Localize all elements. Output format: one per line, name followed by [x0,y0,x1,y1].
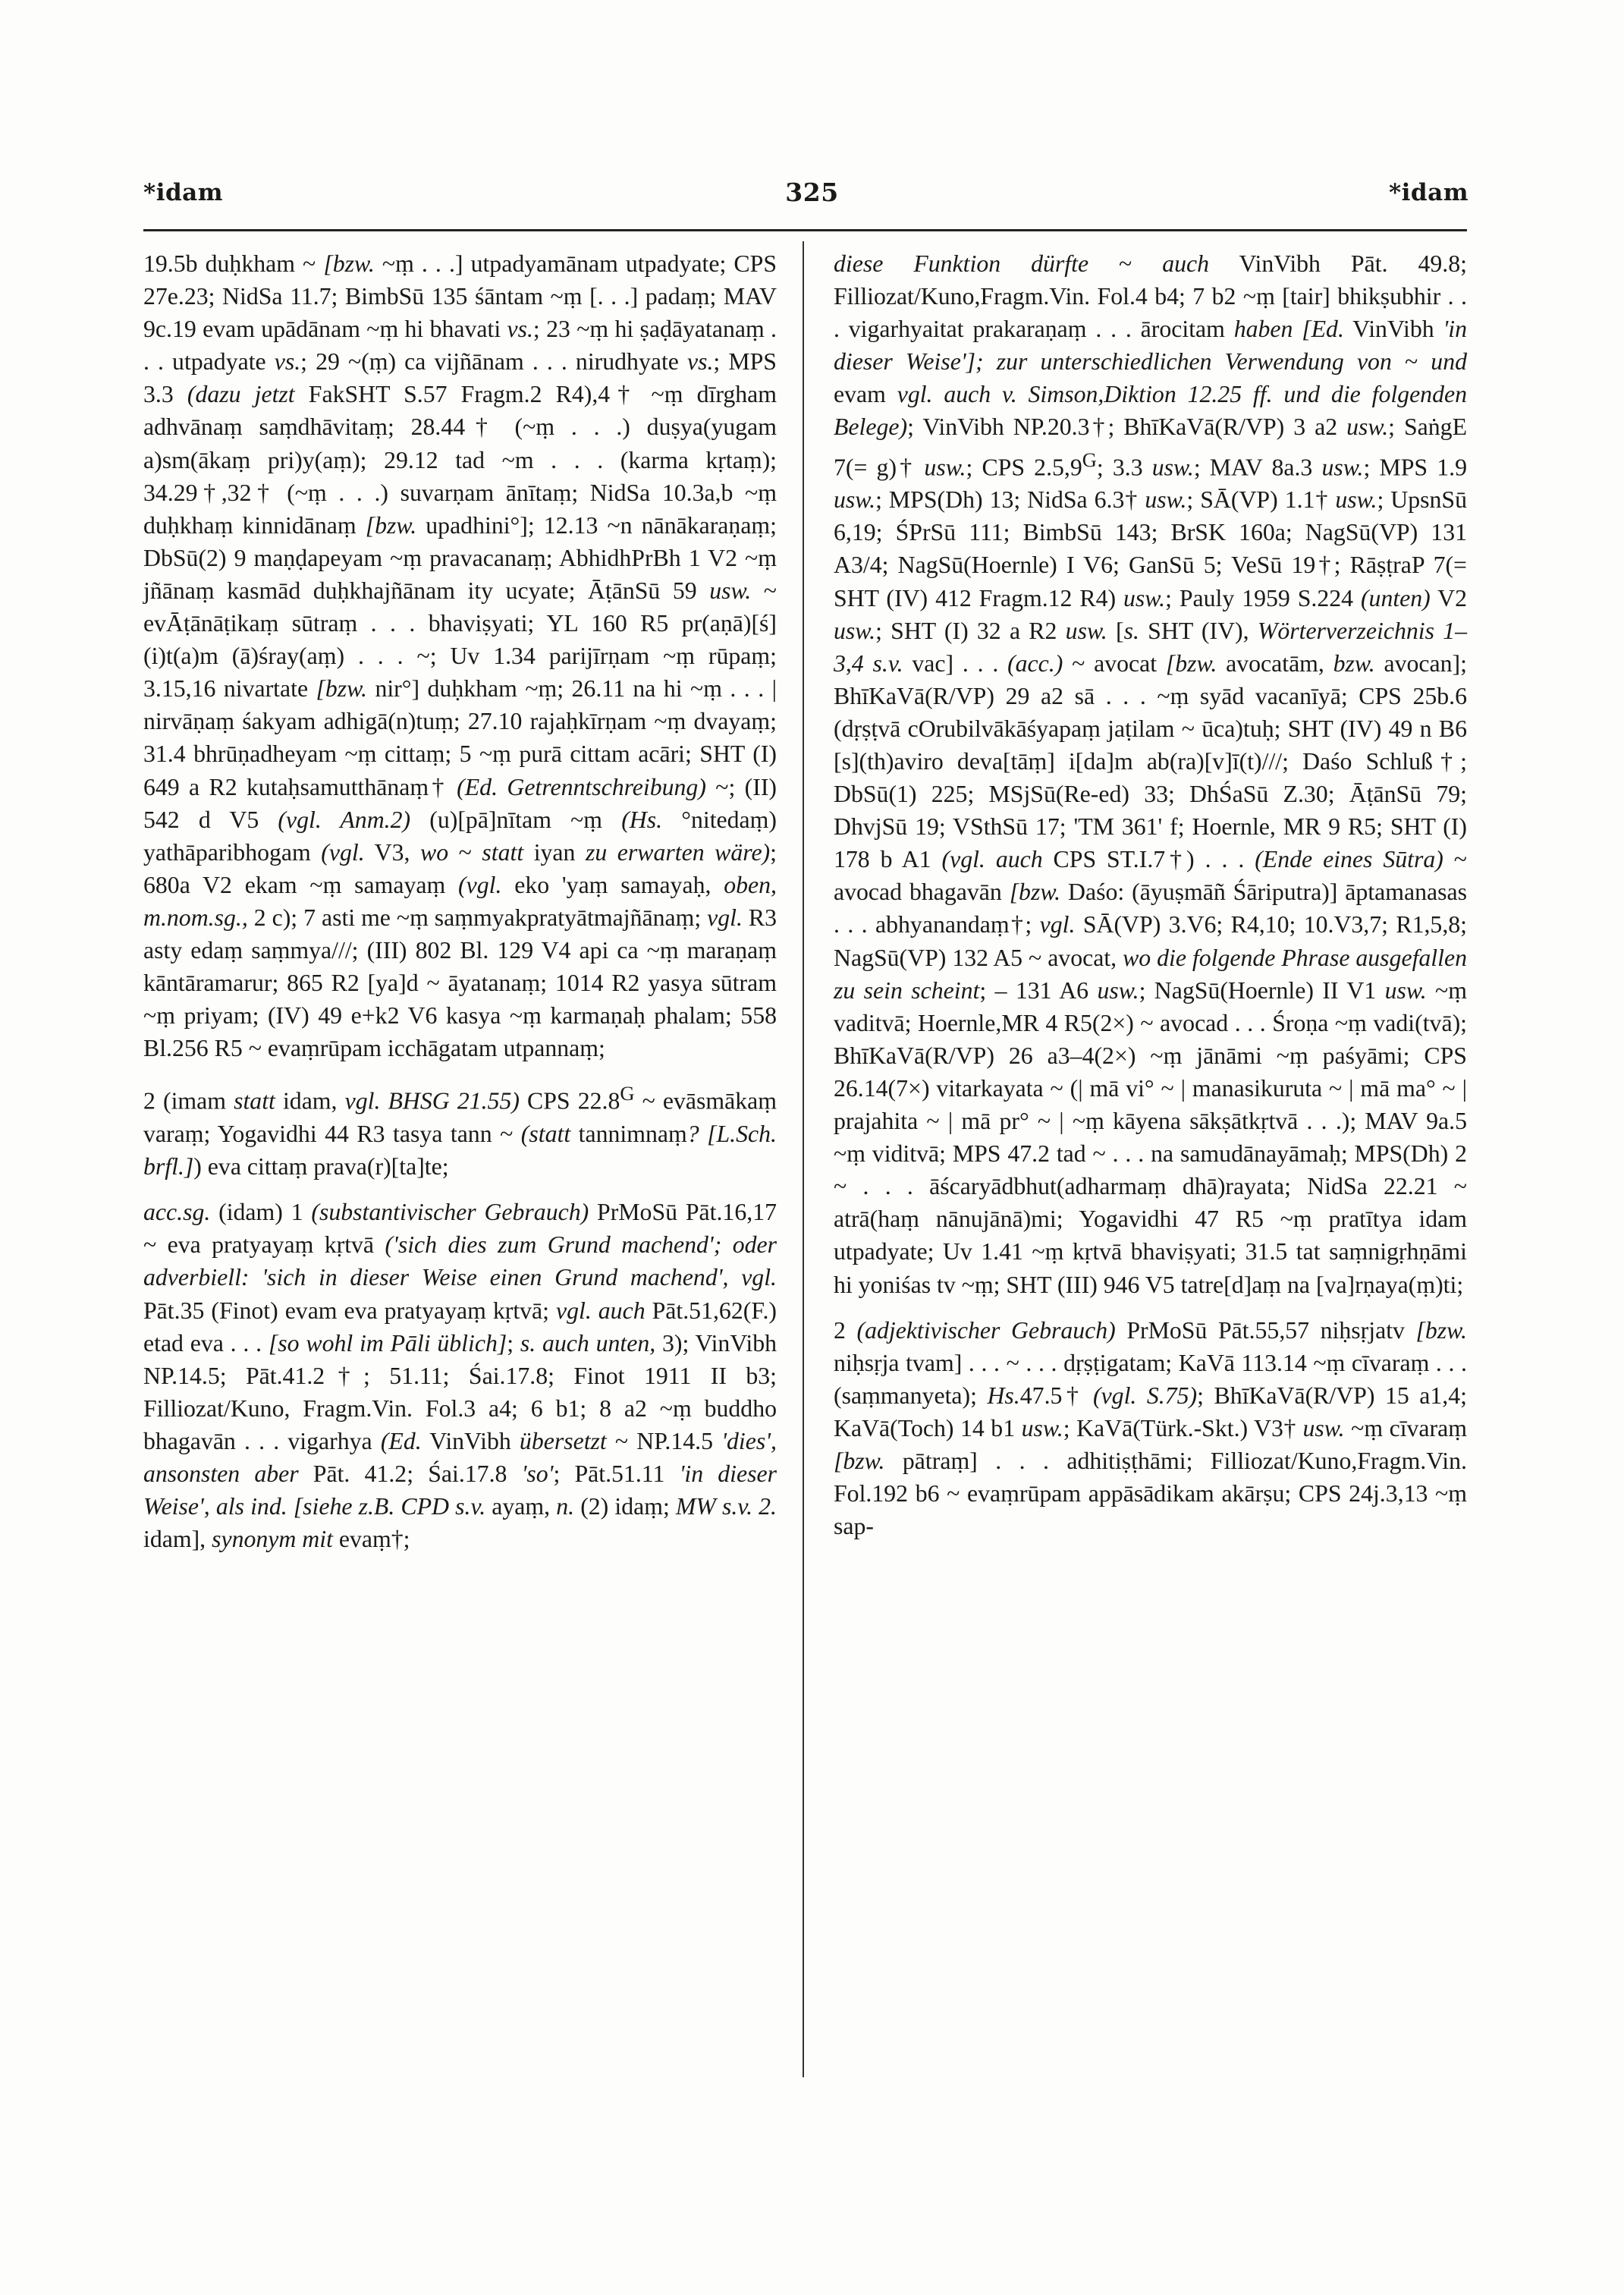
left-column [143,247,777,1555]
running-head-right: *idam [1388,179,1469,206]
right-column [834,247,1467,1542]
running-head-left: *idam [143,179,224,206]
entry-paragraph: diese Funktion dürfte ~ auch VinVibh Pāt. 49.8; Filliozat/Kuno,Fragm.Vin. Fol.4 b4; 7 b2 ~ṃ [tair] bhikṣubhir . . . vigarhyaitat prakaraṇaṃ . . . ārocitam haben [Ed. VinVibh 'in dieser Weise']; zur unterschiedlichen Verwendung von ~ und evam vgl. auch v. Simson,Diktion 12.25 ff. und die folgenden Belege); VinVibh NP.20.3†; BhīKaVā(R/VP) 3 a2 usw.; SaṅgE 7(= g)† usw.; CPS $2.5,9^G$; 3.3 usw.; MAV 8a.3 usw.; MPS 1.9 usw.; MPS(Dh) 13; NidSa 6.3† usw.; SĀ(VP) 1.1† usw.; UpsnSū 6,19; ŚPrSū 111; BimbSū 143; BrSK 160a; NagSū(VP) 131 A3/4; NagSū(Hoernle) I V6; GanSū 5; VeSū 19†; RāṣṭraP 7(= SHT (IV) 412 Fragm.12 R4) usw.; Pauly 1959 S.224 (unten) V2 usw.; SHT (I) 32 a R2 usw. [s. SHT (IV), Wörterverzeichnis 1–3,4 s.v. vac] . . . (acc.) ~ avocat [bzw. avocatām, bzw. avocan]; BhīKaVā(R/VP) 29 a2 sā . . . ~ṃ syād vacanīyā; CPS 25b.6 (dṛṣṭvā cOrubilvākāśyapaṃ jaṭilam ~ ūca)tuḥ; SHT (IV) 49 n B6 [s](th)aviro deva[tāṃ] i[da]m ab(ra)[v]ī(t)///; Daśo Schluß†; DbSū(1) 225; MSjSū(Re-ed) 33; DhŚaSū Z.30; ĀṭānSū 79; DhvjSū 19; VSthSū 17; 'TM 361' f; Hoernle, MR 9 R5; SHT (I) 178 b A1 (vgl. auch CPS ST.I.7†) . . . (Ende eines Sūtra) ~ avocad bhagavān [bzw. Daśo: (āyuṣmāñ Śāriputra)] āptamanasas . . . abhyanandaṃ†; vgl. SĀ(VP) 3.V6; R4,10; 10.V3,7; R1,5,8; NagSū(VP) 132 A5 ~ avocat, wo die folgende Phrase ausgefallen zu sein scheint; – 131 A6 usw.; NagSū(Hoernle) II V1 usw. ~ṃ vaditvā; Hoernle,MR 4 R5(2×) ~ avocad . . . Śroṇa ~ṃ vadi(tvā); BhīKaVā(R/VP) 26 a3–4(2×) ~ṃ jānāmi ~ṃ paśyāmi; CPS 26.14(7×) vitarkayata ~ (| mā vi° ~ | manasikuruta ~ | mā ma° ~ | prajahita ~ | mā pr° ~ | ~ṃ kāyena sākṣātkṛtvā . . .); MAV 9a.5 ~ṃ viditvā; MPS 47.2 tad ~ . . . na samudānayāmaḥ; MPS(Dh) 2 ~ . . . āścaryādbhut(adharmaṃ dhā)rayata; NidSa 22.21 ~ atrā(haṃ nānujānā)mi; Yogavidhi 47 R5 ~ṃ pratītya idam utpadyate; Uv 1.41 ~ṃ kṛtvā bhaviṣyati; 31.5 tat saṃnigṛhṇāmi hi yoniśas tv ~ṃ; SHT (III) 946 V5 tatre[d]aṃ na [va]rṇaya(ṃ)ti; [834,250,1468,1298]
page-number: 325 [785,178,839,207]
entry-paragraph: 19.5b duḥkham ~ [bzw. ~ṃ . . .] utpadyamānam utpadyate; CPS 27e.23; NidSa 11.7; BimbSū 135 śāntam ~ṃ [. . .] padaṃ; MAV 9c.19 evam upādānam ~ṃ hi bhavati vs.; 23 ~ṃ hi ṣaḍāyatanaṃ . . . utpadyate vs.; 29 ~(ṃ) ca vijñānam . . . nirudhyate vs.; MPS 3.3 (dazu jetzt FakSHT S.57 Fragm.2 R4),4† ~ṃ dīrgham adhvānaṃ saṃdhāvitaṃ; 28.44† (~ṃ . . .) duṣya(yugam a)sm(ākaṃ pri)y(aṃ); 29.12 tad ~m . . . (karma kṛtaṃ); 34.29†,32† (~ṃ . . .) suvarṇam ānītaṃ; NidSa 10.3a,b ~ṃ duḥkhaṃ kinnidānaṃ [bzw. upadhini°]; 12.13 ~n nānākaraṇaṃ; DbSū(2) 9 maṇḍapeyam ~ṃ pravacanaṃ; AbhidhPrBh 1 V2 ~ṃ jñānaṃ kasmād duḥkhajñānam ity ucyate; ĀṭānSū 59 usw. ~ evĀṭānāṭikaṃ sūtraṃ . . . bhaviṣyati; YL 160 R5 pr(aṇā)[ś](i)t(a)m (ā)śray(aṃ) . . . ~; Uv 1.34 parijīrṇam ~ṃ rūpaṃ; 3.15,16 nivartate [bzw. nir°] duḥkham ~ṃ; 26.11 na hi ~ṃ . . . | nirvāṇaṃ śakyam adhigā(n)tuṃ; 27.10 rajaḥkīrṇam ~ṃ dvayaṃ; 31.4 bhrūṇadheyam ~ṃ cittaṃ; 5 ~ṃ purā cittam acāri; SHT (I) 649 a R2 kutaḥsamutthānaṃ† (Ed. Getrenntschreibung) ~; (II) 542 d V5 (vgl. Anm.2) (u)[pā]nītam ~ṃ (Hs. °nitedaṃ) yathāparibhogam (vgl. V3, wo ~ statt iyan zu erwarten wäre); 680a V2 ekam ~ṃ samayaṃ (vgl. eko 'yaṃ samayaḥ, oben, m.nom.sg., 2 c); 7 asti me ~ṃ saṃmyakpratyātmajñānaṃ; vgl. R3 asty edaṃ saṃmya///; (III) 802 Bl. 129 V4 api ca ~ṃ maraṇaṃ kāntāramarur; 865 R2 [ya]d ~ āyatanaṃ; 1014 R2 yasya sūtram ~ṃ priyam; (IV) 49 e+k2 V6 kasya ~ṃ karmaṇaḥ phalam; 558 Bl.256 R5 ~ evaṃrūpam icchāgatam utpannaṃ; [143,250,777,1062]
header-rule [143,229,1467,231]
column-divider [803,241,804,2077]
entry-paragraph: acc.sg. (idam) 1 (substantivischer Gebrauch) PrMoSū Pāt.16,17 ~ eva pratyayaṃ kṛtvā ('sich dies zum Grund machend'; oder adverbiell: 'sich in dieser Weise einen Grund machend', vgl. Pāt.35 (Finot) evam eva pratyayaṃ kṛtvā; vgl. auch Pāt.51,62(F.) etad eva . . . [so wohl im Pāli üblich]; s. auch unten, 3); VinVibh NP.14.5; Pāt.41.2†; 51.11; Śai.17.8; Finot 1911 II b3; Filliozat/Kuno, Fragm.Vin. Fol.3 a4; 6 b1; 8 a2 ~ṃ buddho bhagavān . . . vigarhya (Ed. VinVibh übersetzt ~ NP.14.5 'dies', ansonsten aber Pāt. 41.2; Śai.17.8 'so'; Pāt.51.11 'in dieser Weise', als ind. [siehe z.B. CPD s.v. ayaṃ, n. (2) idaṃ; MW s.v. 2. idam], synonym mit evaṃ†; [143,1199,777,1553]
entry-paragraph: 2 (adjektivischer Gebrauch) PrMoSū Pāt.55,57 niḥsṛjatv [bzw. niḥsṛja tvam] . . . ~ . . . dṛṣṭigatam; KaVā 113.14 ~ṃ cīvaraṃ . . . (saṃmanyeta); Hs.47.5† (vgl. S.75); BhīKaVā(R/VP) 15 a1,4; KaVā(Toch) 14 b1 usw.; KaVā(Türk.-Skt.) V3† usw. ~ṃ cīvaraṃ [bzw. pātraṃ] . . . adhitiṣṭhāmi; Filliozat/Kuno,Fragm.Vin. Fol.192 b6 ~ evaṃrūpam appāsādikam akārṣu; CPS 24j.3,13 ~ṃ sap- [834,1316,1467,1540]
entry-paragraph: 2 (imam statt idam, vgl. BHSG 21.55) CPS $22.8^G$ ~ evāsmākaṃ varaṃ; Yogavidhi 44 R3 tasya tann ~ (statt tannimnaṃ? [L.Sch. brfl.]) eva cittaṃ prava(r)[ta]te; [143,1082,777,1181]
